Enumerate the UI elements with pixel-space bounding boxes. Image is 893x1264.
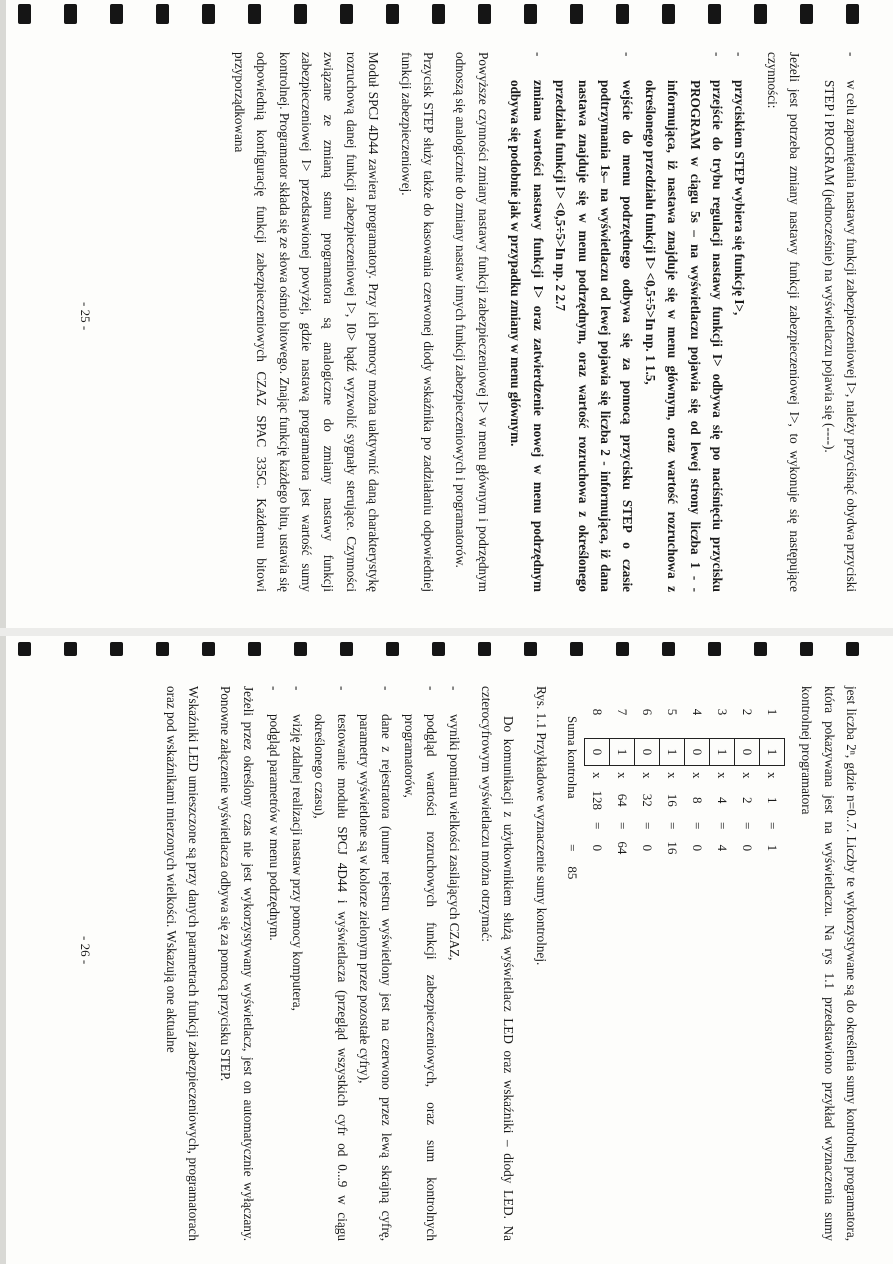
checksum-cell-b: 0 (584, 739, 609, 766)
step-item: - zmiana wartości nastawy funkcji I> oraz zatwierdzenie nowej w menu podrzędnym odbywa się podobnie jak w przypadku zmiany w menu głównym. (508, 52, 546, 592)
list-item-text: wizję zdalnej realizacji nastaw przy pomocy komputera, (289, 714, 305, 1011)
list-item-text: dane z rejestratora (numer rejestru wyświetlony jest na czerwono przez lewą skrajną cyfrę, parametry wyświetlone są w kolorze zielonym przez pozostałe cyfry), (356, 714, 395, 1241)
checksum-cell-b: 1 (659, 739, 684, 766)
list-item: - podgląd parametrów w menu podrzędnym. (267, 686, 283, 941)
checksum-cell-eq: = (739, 822, 755, 830)
checksum-cell-x: x (764, 772, 780, 779)
checksum-cell-r: 0 (689, 844, 705, 852)
checksum-cell-p: 4 (714, 797, 730, 804)
checksum-cell-p: 128 (589, 790, 605, 810)
checksum-cell-b: 0 (684, 739, 709, 766)
checksum-cell-i: 3 (714, 708, 730, 716)
step-item: - wejście do menu podrzędnego odbywa się za pomocą przycisku STEP o czasie podtrzymania 1s– na wyświetlaczu od lewej pojawia się liczba 2 - informująca, iż dana nastawa znajduje się w menu podrzędnym, oraz wartość rozruchowa z określonego przedziału funkcji I> <0,5÷5>In np. 2 2.7 (553, 52, 636, 592)
list-item: - testowanie modułu SPCJ 4D44 i wyświetlacza (przegląd wszystkich cyfr od 0...9 w ciągu określonego czasu), (312, 686, 350, 1241)
sum-value: 85 (565, 866, 581, 880)
checksum-cell-eq: = (614, 822, 630, 830)
list-item-text: podgląd parametrów w menu podrzędnym. (267, 714, 283, 941)
checksum-cell-r: 1 (764, 844, 780, 852)
binding-holes-middle (0, 640, 893, 660)
checksum-cell-b: 0 (634, 739, 659, 766)
checksum-cell-b: 1 (609, 739, 634, 766)
list-item: - wizję zdalnej realizacji nastaw przy pomocy komputera, (289, 686, 305, 1011)
checksum-row (609, 686, 634, 885)
checksum-cell-x: x (714, 772, 730, 779)
display-list (263, 686, 465, 1241)
paragraph: Wskaźniki LED umieszczone są przy danych parametrach funkcji zabezpieczeniowych, programatorach oraz pod wskaźnikami mierzonych wielkości. Wskazują one aktualne (163, 686, 202, 1241)
checksum-row (584, 686, 609, 885)
list-item-text: podgląd wartości rozruchowych funkcji zabezpieczeniowych, oraz sum kontrolnych programatorów, (401, 714, 440, 1241)
checksum-cell-r: 0 (739, 844, 755, 852)
checksum-cell-eq: = (589, 822, 605, 830)
checksum-cell-eq: = (764, 822, 780, 830)
page-25 (78, 52, 862, 592)
checksum-row (659, 686, 684, 885)
checksum-cell-x: x (589, 772, 605, 779)
list-item: - podgląd wartości rozruchowych funkcji zabezpieczeniowych, oraz sum kontrolnych programatorów, (401, 686, 440, 1241)
checksum-cell-i: 2 (739, 708, 755, 716)
page-fold-shadow (0, 628, 893, 636)
bullet-item: - w celu zapamiętania nastawy funkcji zabezpieczeniowej I>, należy przyciśnąć obydwa przyciski STEP i PROGRAM (jednocześnie) na wyświetlaczu pojawia się (----). (821, 52, 859, 592)
bullet-text: w celu zapamiętania nastawy funkcji zabezpieczeniowej I>, należy przyciśnąć obydwa przyciski STEP i PROGRAM (jednocześnie) na wyświetlaczu pojawia się (----). (821, 80, 859, 592)
sum-label: Suma kontrolna (564, 716, 580, 799)
checksum-row (734, 686, 759, 885)
checksum-row (684, 686, 709, 885)
checksum-cell-i: 8 (589, 708, 605, 716)
page-number: - 25 - (78, 302, 93, 331)
checksum-cell-p: 32 (639, 793, 655, 807)
list-item: - dane z rejestratora (numer rejestru wyświetlony jest na czerwono przez lewą skrajną cyfrę, parametry wyświetlone są w kolorze zielonym przez pozostałe cyfry), (356, 686, 395, 1241)
checksum-cell-x: x (739, 772, 755, 779)
step-text: zmiana wartości nastawy funkcji I> oraz zatwierdzenie nowej w menu podrzędnym odbywa się podobnie jak w przypadku zmiany w menu głównym. (508, 80, 546, 592)
list-item: - wyniki pomiaru wielkości zasilających CZAZ, (446, 686, 462, 961)
checksum-cell-p: 1 (764, 797, 780, 804)
checksum-row (634, 686, 659, 885)
checksum-row (759, 686, 784, 885)
checksum-row (709, 686, 734, 885)
checksum-cell-x: x (614, 772, 630, 779)
checksum-cell-b: 1 (709, 739, 734, 766)
page-26 (78, 686, 862, 1241)
paragraph: Jeżeli jest potrzeba zmiany nastawy funkcji zabezpieczeniowej I>, to wykonuje się następujące czynności: (764, 52, 803, 592)
paragraph: Do komunikacji z użytkownikiem służą wyświetlacz LED oraz wskaźniki – diody LED. Na czterocyfrowym wyświetlaczu można otrzymać: (478, 686, 517, 1241)
checksum-cell-eq: = (664, 822, 680, 830)
step-item: - przyciskiem STEP wybiera się funkcję I>, (732, 52, 748, 316)
checksum-cell-b: 1 (759, 739, 784, 766)
checksum-cell-r: 16 (664, 841, 680, 855)
binding-holes-top (0, 0, 893, 28)
checksum-cell-p: 2 (739, 797, 755, 804)
checksum-cell-i: 7 (614, 708, 630, 716)
checksum-cell-x: x (664, 772, 680, 779)
checksum-cell-x: x (689, 772, 705, 779)
figure-caption: Rys. 1.1 Przykładowe wyznaczenie sumy kontrolnej. (533, 686, 549, 966)
paragraph: Moduł SPCJ 4D44 zawiera programatory. Przy ich pomocy można uaktywnić daną charakterystykę rozruchową danej funkcji zabezpieczeniowej I>, I0> bądź wyzwolić sygnały sterujące. Czynności związane ze zmianą stanu programatora są analogiczne do zmiany nastawy funkcji zabezpieczeniowej I> przedstawionej powyżej, gdzie nastawą programatora jest wartość sumy kontrolnej. Programator składa się ze słowa ośmio bitowego. Znając funkcję każdego bitu, ustawia się odpowiednią konfigurację funkcji zabezpieczeniowych CZAZ SPAC 335C. Każdemu bitowi przyporządkowana (231, 52, 382, 592)
paragraph: Jeżeli przez określony czas nie jest wykorzystywany wyświetlacz, jest on automatycznie wyłączany. Ponowne załączenie wyświetlacza odbywa się za pomocą przycisku STEP. (218, 686, 256, 1241)
checksum-cell-r: 0 (589, 844, 605, 852)
paragraph: jest liczba 2ⁿ, gdzie n=0..7. Liczby te wykorzystywane są do określenia sumy kontrolnej programatora, która pokazywana jest na wyświetlaczu. Na rys 1.1 przedstawiono przykład wyznaczenia sumy kontrolnej programatora (799, 686, 859, 1241)
step-text: wejście do menu podrzędnego odbywa się za pomocą przycisku STEP o czasie podtrzymania 1s– na wyświetlaczu od lewej pojawia się liczba 2 - informująca, iż dana nastawa znajduje się w menu podrzędnym, oraz wartość rozruchowa z określonego przedziału funkcji I> <0,5÷5>In np. 2 2.7 (553, 80, 636, 592)
checksum-table (560, 686, 785, 886)
checksum-cell-p: 64 (614, 793, 630, 807)
checksum-cell-eq: = (689, 822, 705, 830)
checksum-cell-r: 4 (714, 844, 730, 852)
checksum-cell-i: 1 (764, 708, 780, 716)
sum-eq: = (565, 844, 581, 852)
checksum-cell-p: 16 (664, 793, 680, 807)
checksum-cell-x: x (639, 772, 655, 779)
step-text: przyciskiem STEP wybiera się funkcję I>, (732, 80, 748, 316)
checksum-cell-eq: = (714, 822, 730, 830)
step-item: - przejście do trybu regulacji nastawy funkcji I> odbywa się po naciśnięciu przycisku PROGRAM w ciągu 5s – na wyświetlaczu pojawia się od lewej strony liczba 1 - - informująca, iż nastawa znajduje się w menu głównym, oraz wartość rozruchowa z określonego przedziału funkcji I> <0,5÷5>In np. 1 1.5, (642, 52, 725, 592)
checksum-cell-r: 0 (639, 844, 655, 852)
step-text: przejście do trybu regulacji nastawy funkcji I> odbywa się po naciśnięciu przycisku PROGRAM w ciągu 5s – na wyświetlaczu pojawia się od lewej strony liczba 1 - - informująca, iż nastawa znajduje się w menu głównym, oraz wartość rozruchowa z określonego przedziału funkcji I> <0,5÷5>In np. 1 1.5, (642, 80, 725, 592)
list-item-text: wyniki pomiaru wielkości zasilających CZAZ, (446, 714, 462, 961)
checksum-cell-i: 5 (664, 708, 680, 716)
checksum-cell-i: 4 (689, 708, 705, 716)
paragraph: Powyższe czynności zmiany nastawy funkcji zabezpieczeniowej I> w menu głównym i podrzędnym odnoszą się analogicznie do zmiany nastaw innych funkcji zabezpieczeniowych i programatorów. (453, 52, 491, 592)
checksum-cell-eq: = (639, 822, 655, 830)
checksum-cell-p: 8 (689, 797, 705, 804)
checksum-cell-b: 0 (734, 739, 759, 766)
page-number: - 26 - (78, 936, 93, 965)
checksum-cell-r: 64 (614, 841, 630, 855)
paragraph: Przycisk STEP służy także do kasowania czerwonej diody wskaźnika po zadziałaniu odpowiedniej funkcji zabezpieczeniowej. (398, 52, 437, 592)
list-item-text: testowanie modułu SPCJ 4D44 i wyświetlacza (przegląd wszystkich cyfr od 0...9 w ciągu określonego czasu), (312, 714, 350, 1241)
checksum-total-row (560, 686, 585, 885)
checksum-cell-i: 6 (639, 708, 655, 716)
